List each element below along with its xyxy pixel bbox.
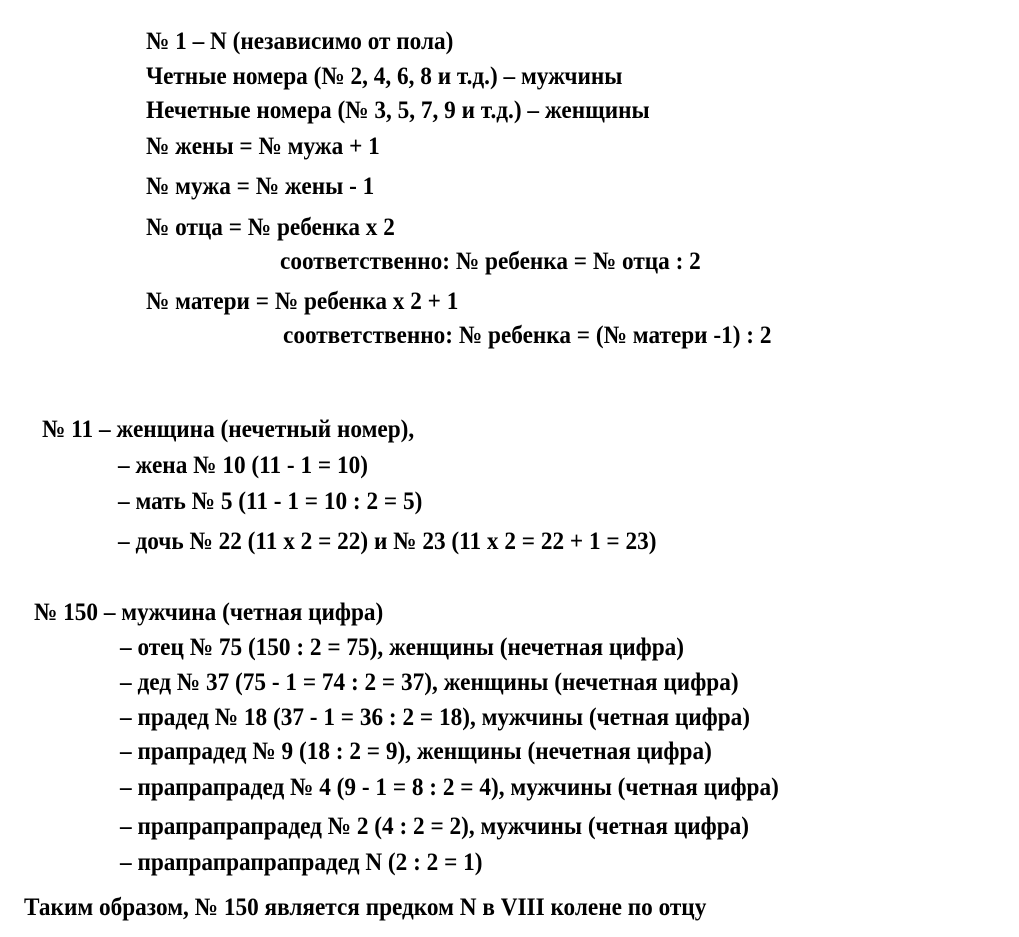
rule-line: Нечетные номера (№ 3, 5, 7, 9 и т.д.) – женщины bbox=[146, 97, 650, 124]
example-line: – прадед № 18 (37 - 1 = 36 : 2 = 18), мужчины (четная цифра) bbox=[120, 704, 751, 731]
example-line: – отец № 75 (150 : 2 = 75), женщины (нечетная цифра) bbox=[120, 634, 685, 661]
conclusion-text: Таким образом, № 150 является предком N в VIII колене по отцу bbox=[24, 894, 707, 921]
example-line: – мать № 5 (11 - 1 = 10 : 2 = 5) bbox=[118, 488, 423, 515]
rule-line: № 1 – N (независимо от пола) bbox=[146, 28, 454, 55]
rule-line: № мужа = № жены - 1 bbox=[146, 173, 375, 200]
rule-line-indented: соответственно: № ребенка = (№ матери -1) : 2 bbox=[283, 322, 772, 349]
rule-line: № жены = № мужа + 1 bbox=[146, 133, 380, 160]
example-heading: № 150 – мужчина (четная цифра) bbox=[34, 599, 384, 626]
example-line: – прапрапрадед № 4 (9 - 1 = 8 : 2 = 4), мужчины (четная цифра) bbox=[120, 774, 779, 801]
rule-line: № матери = № ребенка х 2 + 1 bbox=[146, 288, 459, 315]
rule-line: Четные номера (№ 2, 4, 6, 8 и т.д.) – мужчины bbox=[146, 63, 623, 90]
rule-line-indented: соответственно: № ребенка = № отца : 2 bbox=[280, 248, 701, 275]
example-line: – прапрапрапрапрадед N (2 : 2 = 1) bbox=[120, 849, 483, 876]
example-line: – дед № 37 (75 - 1 = 74 : 2 = 37), женщины (нечетная цифра) bbox=[120, 669, 739, 696]
example-line: – жена № 10 (11 - 1 = 10) bbox=[118, 452, 368, 479]
rule-line: № отца = № ребенка х 2 bbox=[146, 214, 395, 241]
example-line: – прапрапрапрадед № 2 (4 : 2 = 2), мужчины (четная цифра) bbox=[120, 813, 749, 840]
example-line: – дочь № 22 (11 х 2 = 22) и № 23 (11 х 2 = 22 + 1 = 23) bbox=[118, 528, 657, 555]
example-heading: № 11 – женщина (нечетный номер), bbox=[42, 416, 415, 443]
example-line: – прапрадед № 9 (18 : 2 = 9), женщины (нечетная цифра) bbox=[120, 738, 712, 765]
